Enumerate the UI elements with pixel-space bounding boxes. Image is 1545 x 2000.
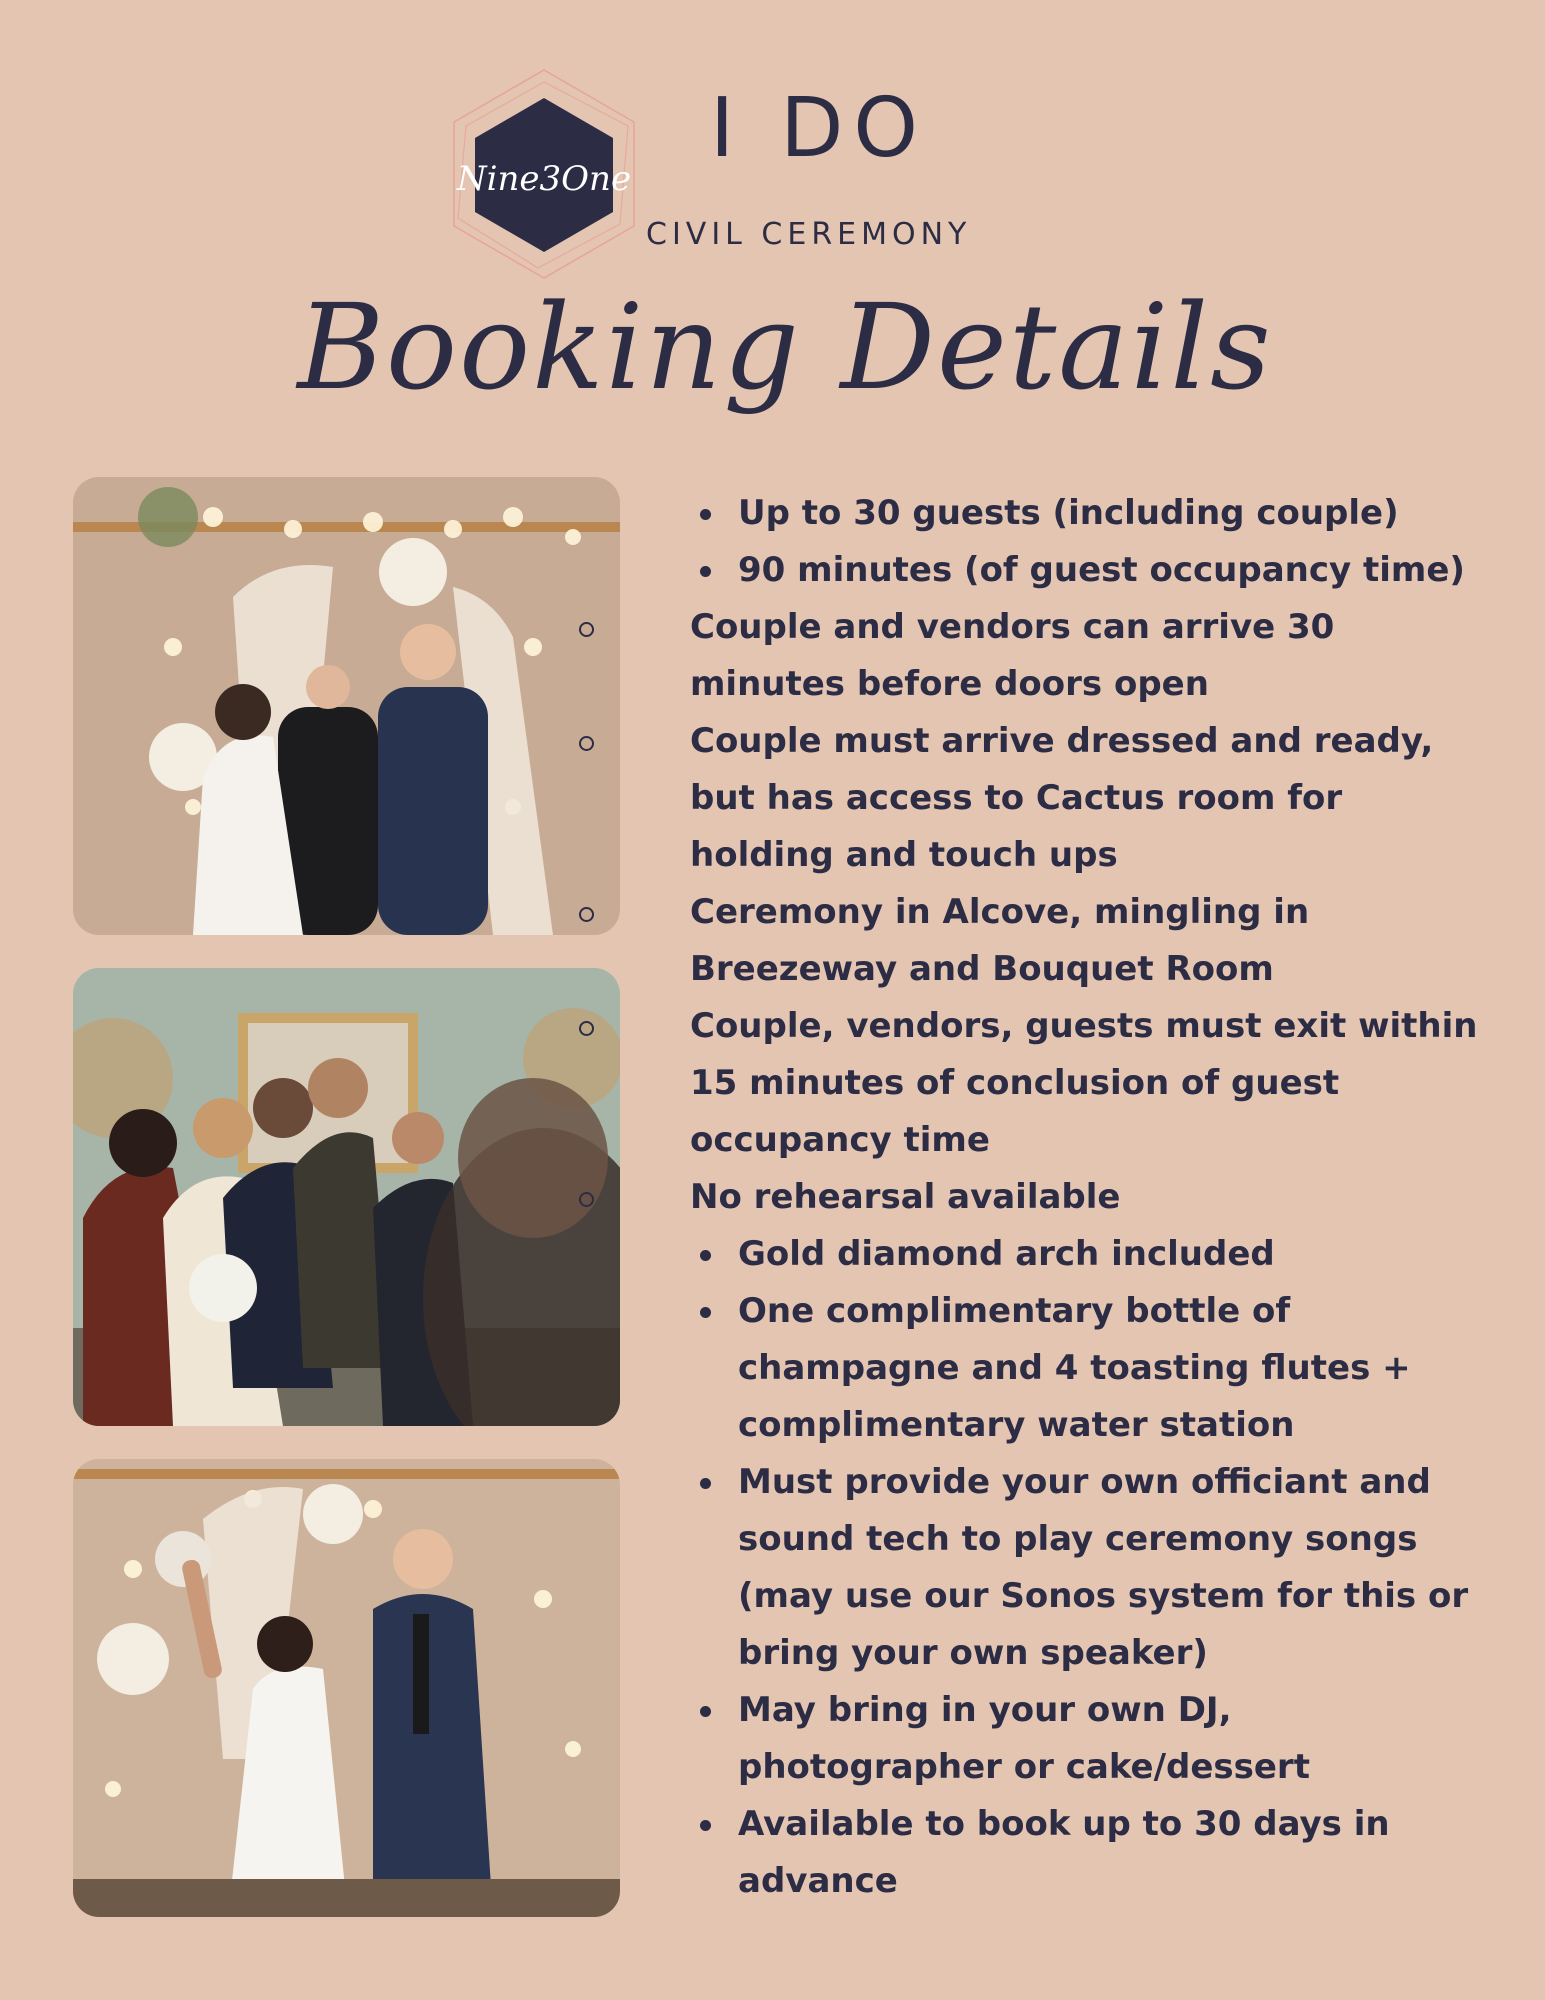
sub-list-item: Couple, vendors, guests must exit within 15 minutes of conclusion of guest occupancy time: [690, 998, 1490, 1169]
venue-logo: [438, 68, 650, 280]
sub-list-item: No rehearsal available: [690, 1169, 1490, 1226]
booking-details-list: [690, 485, 1490, 1910]
guests-photo: [73, 968, 620, 1426]
script-heading-text: Booking Details: [297, 278, 1273, 416]
list-item: May bring in your own DJ, photographer or cake/dessert: [690, 1682, 1490, 1796]
sub-list-item: Couple must arrive dressed and ready, but has access to Cactus room for holding and touch ups: [690, 713, 1490, 884]
sub-list-item: Ceremony in Alcove, mingling in Breezeway and Bouquet Room: [690, 884, 1490, 998]
list-item: Available to book up to 30 days in advance: [690, 1796, 1490, 1910]
page-title: I DO: [710, 81, 928, 176]
list-item: One complimentary bottle of champagne and 4 toasting flutes + complimentary water station: [690, 1283, 1490, 1454]
list-item: Must provide your own officiant and sound tech to play ceremony songs (may use our Sonos system for this or bring your own speaker): [690, 1454, 1490, 1682]
recessional-photo: [73, 1459, 620, 1917]
hexagon-logo-icon: [438, 68, 650, 280]
list-item: Gold diamond arch included: [690, 1226, 1490, 1283]
list-item: 90 minutes (of guest occupancy time): [690, 542, 1490, 599]
list-item: Up to 30 guests (including couple): [690, 485, 1490, 542]
script-heading: [297, 270, 1273, 450]
page-subtitle: CIVIL CEREMONY: [646, 217, 972, 252]
sub-list-item: Couple and vendors can arrive 30 minutes before doors open: [690, 599, 1490, 713]
logo-text: Nine3One: [456, 159, 632, 199]
ceremony-photo: [73, 477, 620, 935]
